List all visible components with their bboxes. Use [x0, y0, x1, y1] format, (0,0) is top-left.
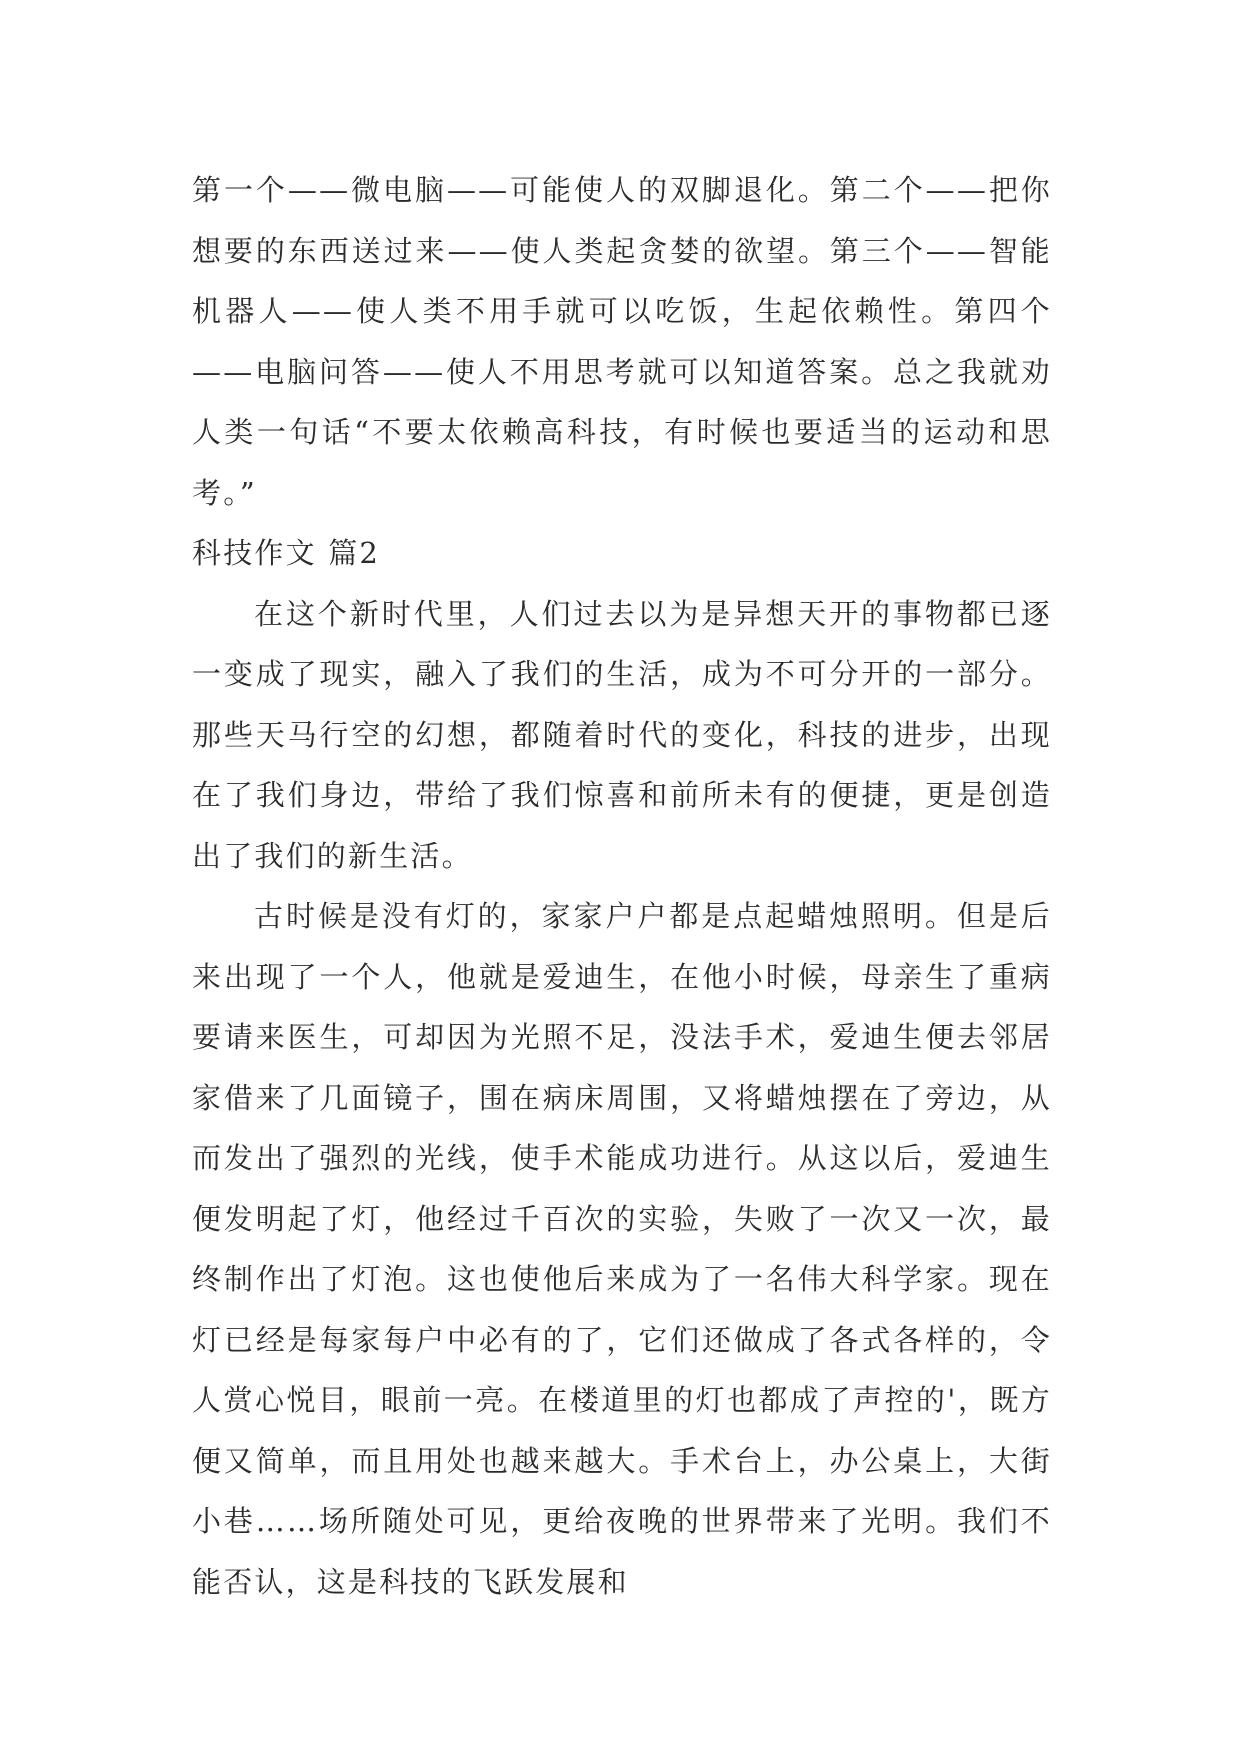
document-body: [192, 160, 1052, 1612]
section-heading: 科技作文 篇2: [192, 536, 381, 570]
paragraph-continued: 第一个——微电脑——可能使人的双脚退化。第二个——把你想要的东西送过来——使人类起贪婪的欲望。第三个——智能机器人——使人类不用手就可以吃饭，生起依赖性。第四个——电脑问答——使人不用思考就可以知道答案。总之我就劝人类一句话“不要太依赖高科技，有时候也要适当的运动和思考。”: [192, 173, 1052, 510]
paragraph-edison: 古时候是没有灯的，家家户户都是点起蜡烛照明。但是后来出现了一个人，他就是爱迪生，在他小时候，母亲生了重病要请来医生，可却因为光照不足，没法手术，爱迪生便去邻居家借来了几面镜子，围在病床周围，又将蜡烛摆在了旁边，从而发出了强烈的光线，使手术能成功进行。从这以后，爱迪生便发明起了灯，他经过千百次的实验，失败了一次又一次，最终制作出了灯泡。这也使他后来成为了一名伟大科学家。现在灯已经是每家每户中必有的了，它们还做成了各式各样的，令人赏心悦目，眼前一亮。在楼道里的灯也都成了声控的'，既方便又简单，而且用处也越来越大。手术台上，办公桌上，大街小巷……场所随处可见，更给夜晚的世界带来了光明。我们不能否认，这是科技的飞跃发展和: [192, 899, 1052, 1599]
paragraph-intro: 在这个新时代里，人们过去以为是异想天开的事物都已逐一变成了现实，融入了我们的生活，成为不可分开的一部分。那些天马行空的幻想，都随着时代的变化，科技的进步，出现在了我们身边，带给了我们惊喜和前所未有的便捷，更是创造出了我们的新生活。: [192, 596, 1052, 873]
